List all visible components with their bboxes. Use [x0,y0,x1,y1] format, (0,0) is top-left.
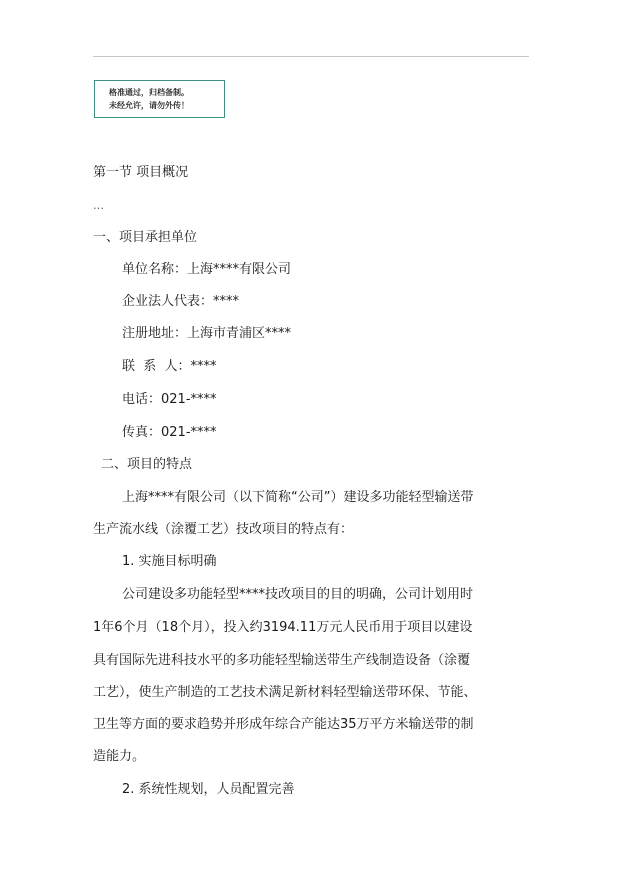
field-company-name: 单位名称：上海****有限公司 [122,262,292,277]
field-registered-address: 注册地址：上海市青浦区**** [122,326,292,341]
notice-line-2: 未经允许，请勿外传！ [109,101,189,110]
body-line-1: 公司建设多功能轻型****技改项目的目的明确，公司计划用时 [122,587,474,602]
part2-heading: 二、项目的特点 [101,457,193,472]
body-line-4: 工艺），使生产制造的工艺技术满足新材料轻型输送带环保、节能、 [93,685,477,700]
intro-line-2: 生产流水线（涂覆工艺）技改项目的特点有： [93,522,354,537]
body-line-2: 1年6个月（18个月），投入约3194.11万元人民币用于项目以建设 [93,620,473,635]
confidential-notice-stamp [94,80,225,118]
subheading-1: 1. 实施目标明确 [122,554,217,569]
header-rule [93,56,529,57]
section-title: 第一节 项目概况 [93,165,189,180]
body-line-3: 具有国际先进科技水平的多功能轻型输送带生产线制造设备（涂覆 [93,653,471,668]
field-contact-person: 联 系 人：**** [122,359,217,374]
field-fax: 传真：021-**** [122,425,217,440]
omission-ellipsis: … [93,199,104,212]
field-phone: 电话：021-**** [122,392,217,407]
notice-line-1: 格准通过，归档备制。 [109,88,189,97]
intro-line-1: 上海****有限公司（以下简称“公司”）建设多功能轻型输送带 [122,490,474,505]
body-line-6: 造能力。 [93,749,146,764]
part1-heading: 一、项目承担单位 [93,230,198,245]
subheading-2: 2. 系统性规划，人员配置完善 [122,782,295,797]
body-line-5: 卫生等方面的要求趋势并形成年综合产能达35万平方米输送带的制 [93,717,474,732]
field-legal-representative: 企业法人代表：**** [122,294,240,309]
